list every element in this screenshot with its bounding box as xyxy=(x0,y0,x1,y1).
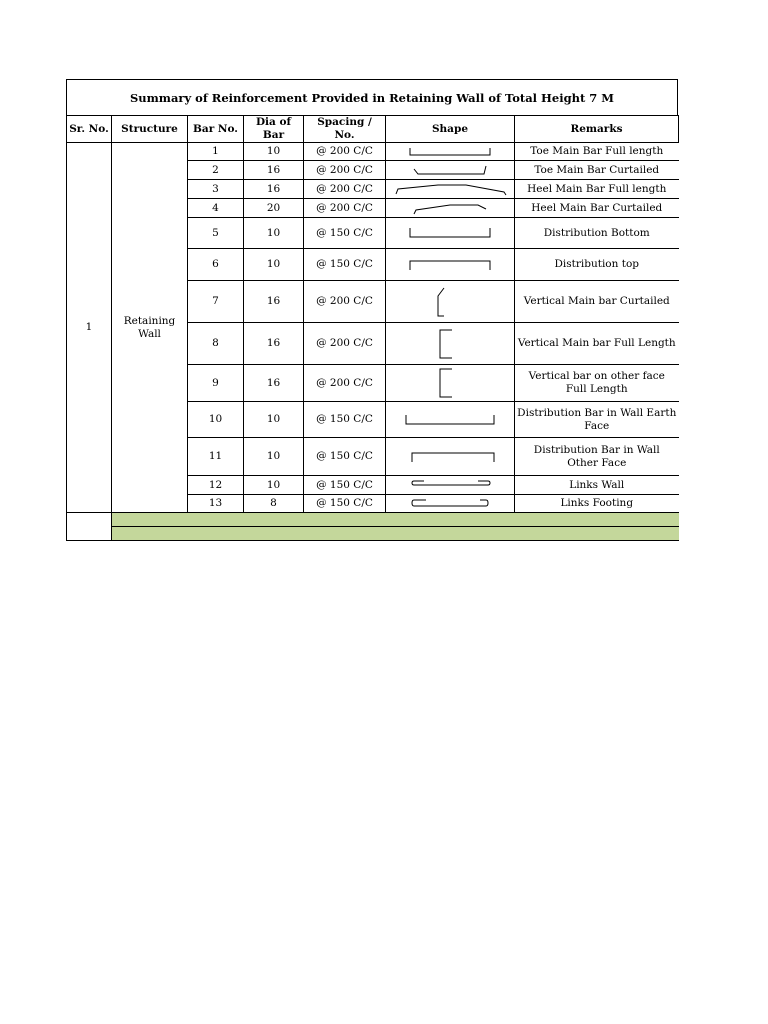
header-structure: Structure xyxy=(112,116,188,143)
spacing-cell: @ 200 C/C xyxy=(304,143,386,161)
bar-shape-u-up-long xyxy=(400,411,500,429)
remark-cell: Heel Main Bar Curtailed xyxy=(515,199,679,218)
dia-cell: 16 xyxy=(244,180,304,199)
header-spacing: Spacing / No. xyxy=(304,116,386,143)
dia-cell: 10 xyxy=(244,438,304,476)
footer-row-1 xyxy=(67,513,679,527)
bar-no-cell: 3 xyxy=(188,180,244,199)
table-row xyxy=(67,143,679,161)
bar-no-cell: 4 xyxy=(188,199,244,218)
structure-cell: Retaining Wall xyxy=(112,143,188,513)
dia-cell: 16 xyxy=(244,365,304,402)
bar-shape-u-down xyxy=(400,256,500,274)
shape-cell xyxy=(386,402,515,438)
spacing-cell: @ 150 C/C xyxy=(304,249,386,281)
spacing-cell: @ 150 C/C xyxy=(304,402,386,438)
bar-no-cell: 9 xyxy=(188,365,244,402)
header-remarks: Remarks xyxy=(515,116,679,143)
bar-shape-link xyxy=(400,478,500,492)
spacing-cell: @ 200 C/C xyxy=(304,365,386,402)
remark-cell: Heel Main Bar Full length xyxy=(515,180,679,199)
bar-shape-link-foot xyxy=(400,497,500,511)
shape-cell xyxy=(386,323,515,365)
dia-cell: 16 xyxy=(244,281,304,323)
dia-cell: 10 xyxy=(244,218,304,249)
spacing-cell: @ 150 C/C xyxy=(304,218,386,249)
bar-shape-heel-curt xyxy=(400,200,500,216)
shape-cell xyxy=(386,495,515,513)
bar-no-cell: 5 xyxy=(188,218,244,249)
dia-cell: 10 xyxy=(244,249,304,281)
spacing-cell: @ 150 C/C xyxy=(304,476,386,495)
reinforcement-summary-sheet xyxy=(66,79,678,541)
shape-cell xyxy=(386,438,515,476)
sheet-title: Summary of Reinforcement Provided in Retaining Wall of Total Height 7 M xyxy=(66,79,678,115)
bar-no-cell: 6 xyxy=(188,249,244,281)
remark-cell: Distribution Bar in Wall Earth Face xyxy=(515,402,679,438)
dia-cell: 16 xyxy=(244,161,304,180)
bar-no-cell: 8 xyxy=(188,323,244,365)
shape-cell xyxy=(386,281,515,323)
bar-no-cell: 10 xyxy=(188,402,244,438)
spacing-cell: @ 200 C/C xyxy=(304,323,386,365)
header-sr-no: Sr. No. xyxy=(67,116,112,143)
shape-cell xyxy=(386,161,515,180)
bar-shape-vert-full xyxy=(430,326,470,362)
dia-cell: 8 xyxy=(244,495,304,513)
remark-cell: Links Wall xyxy=(515,476,679,495)
bar-no-cell: 1 xyxy=(188,143,244,161)
spacing-cell: @ 200 C/C xyxy=(304,281,386,323)
bar-no-cell: 2 xyxy=(188,161,244,180)
reinforcement-table xyxy=(66,115,679,541)
bar-shape-u-up xyxy=(400,224,500,242)
bar-shape-vert-curt xyxy=(430,284,470,320)
remark-cell: Toe Main Bar Curtailed xyxy=(515,161,679,180)
shape-cell xyxy=(386,180,515,199)
remark-cell: Vertical Main bar Full Length xyxy=(515,323,679,365)
remark-cell: Distribution Bottom xyxy=(515,218,679,249)
footer-sr-cell xyxy=(67,513,112,541)
remark-cell: Vertical bar on other face Full Length xyxy=(515,365,679,402)
spacing-cell: @ 200 C/C xyxy=(304,199,386,218)
remark-cell: Links Footing xyxy=(515,495,679,513)
shape-cell xyxy=(386,249,515,281)
bar-no-cell: 12 xyxy=(188,476,244,495)
spacing-cell: @ 150 C/C xyxy=(304,438,386,476)
shape-cell xyxy=(386,143,515,161)
spacing-cell: @ 150 C/C xyxy=(304,495,386,513)
bar-shape-toe-full xyxy=(400,145,500,159)
bar-shape-vert-other xyxy=(430,365,470,401)
header-bar-no: Bar No. xyxy=(188,116,244,143)
remark-cell: Vertical Main bar Curtailed xyxy=(515,281,679,323)
dia-cell: 10 xyxy=(244,476,304,495)
shape-cell xyxy=(386,365,515,402)
bar-no-cell: 7 xyxy=(188,281,244,323)
footer-green-band-1 xyxy=(112,513,679,527)
bar-no-cell: 13 xyxy=(188,495,244,513)
shape-cell xyxy=(386,199,515,218)
spacing-cell: @ 200 C/C xyxy=(304,180,386,199)
header-dia-of-bar: Dia of Bar xyxy=(244,116,304,143)
header-shape: Shape xyxy=(386,116,515,143)
shape-cell xyxy=(386,218,515,249)
remark-cell: Toe Main Bar Full length xyxy=(515,143,679,161)
bar-no-cell: 11 xyxy=(188,438,244,476)
spacing-cell: @ 200 C/C xyxy=(304,161,386,180)
sr-no-cell: 1 xyxy=(67,143,112,513)
bar-shape-u-down-long xyxy=(400,448,500,466)
remark-cell: Distribution Bar in Wall Other Face xyxy=(515,438,679,476)
bar-shape-heel-full xyxy=(390,181,510,197)
bar-shape-toe-curt xyxy=(400,163,500,177)
dia-cell: 20 xyxy=(244,199,304,218)
dia-cell: 10 xyxy=(244,402,304,438)
dia-cell: 10 xyxy=(244,143,304,161)
remark-cell: Distribution top xyxy=(515,249,679,281)
shape-cell xyxy=(386,476,515,495)
footer-green-band-2 xyxy=(112,527,679,541)
dia-cell: 16 xyxy=(244,323,304,365)
header-row xyxy=(67,116,679,143)
footer-row-2 xyxy=(67,527,679,541)
